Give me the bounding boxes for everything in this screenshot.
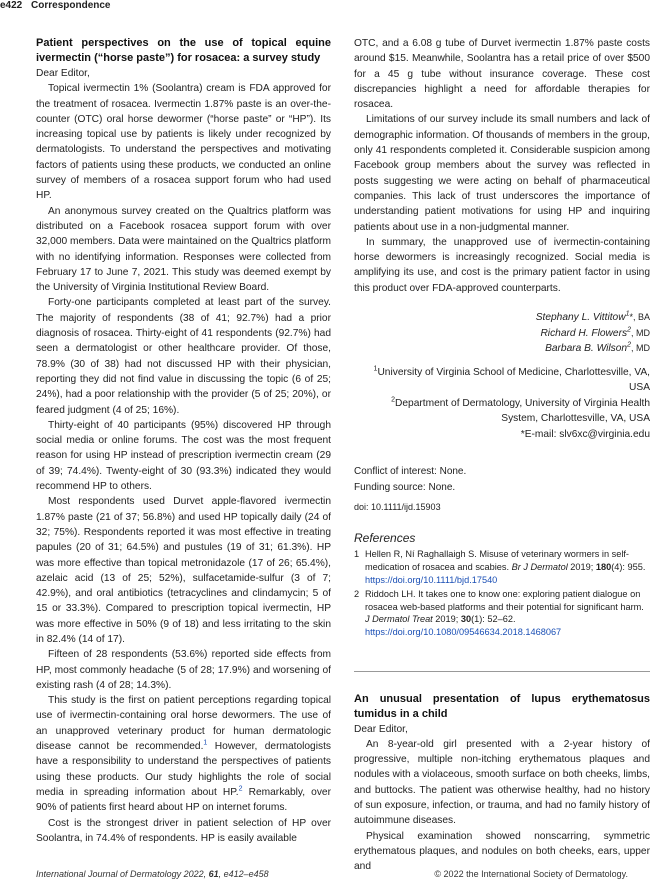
copyright-footer: © 2022 the International Society of Dermatology.	[434, 869, 628, 879]
running-head	[0, 0, 117, 11]
paragraph: An 8-year-old girl presented with a 2-year history of progressive, multiple non-itching erythematous plaques and nodules with a violaceous, smooth surface on both cheeks, limbs, and buttocks. The patient was otherwise healthy, had no history of sun exposure, infection, or trauma, and had no family history of autoimmune diseases.	[354, 738, 650, 827]
right-column	[354, 36, 650, 874]
reference-item: 2 Riddoch LH. It takes one to know one: exploring patient dialogue on rosacea web-based platforms and their potential for significant harm. J Dermatol Treat 2019; 30(1): 52–62. https://doi.org/10.1080/09546634.2018.1468067	[354, 589, 644, 637]
page-number: e422	[0, 0, 23, 11]
paragraph: Fifteen of 28 respondents (53.6%) reported side effects from HP, most commonly headache (5 of 28; 17.9%) and worsening of existing rash (4 of 28; 14.3%).	[36, 649, 331, 691]
paragraph: Cost is the strongest driver in patient selection of HP over Soolantra, in 74.4% of respondents. HP is easily available	[36, 817, 331, 844]
corresponding-email[interactable]: *E-mail: slv6xc@virginia.edu	[520, 428, 650, 440]
citation-link[interactable]: 2	[238, 785, 243, 793]
paragraph: Physical examination showed nonscarring, symmetric erythematous plaques, and nodules on both cheeks, ears, upper and	[354, 830, 650, 873]
affiliation: $^1$University of Virginia School of Medicine, Charlottesville, VA, USA	[373, 365, 650, 394]
funding-source: Funding source: None.	[354, 482, 456, 494]
paragraph: Most respondents used Durvet apple-flavored ivermectin 1.87% paste (21 of 37; 56.8%) and used HP topically daily (24 of 32; 75%). Respondents reported it was most effective in treating papules (20 of 31; 64.5%) and pustules (19 of 31; 61.3%). HP was more effective than topical metronidazole (17 of 26; 65.4%), azelaic acid (13 of 25; 52%), sulfacetamide-sulfur (3 of 7; 42.9%), and oral antibiotics (tetracyclines and clindamycin; 5 of 15 or 33.3%). Compared to prescription topical ivermectin, HP was more effective in 50% (9 of 18) and less irritating to the skin in 82.4% (14 of 17).	[36, 496, 331, 645]
reference-doi-link[interactable]: https://doi.org/10.1111/bjd.17540	[365, 574, 498, 585]
author: Richard H. Flowers$^2$, MD	[540, 326, 650, 339]
reference-doi-link[interactable]: https://doi.org/10.1080/09546634.2018.1468067	[365, 626, 562, 637]
references-heading: References	[354, 531, 416, 546]
reference-item: 1 Hellen R, Ní Raghallaigh S. Misuse of veterinary wormers in self-medication of rosacea and scabies. Br J Dermatol 2019; 180(4): 955. https://doi.org/10.1111/bjd.17540	[354, 549, 646, 585]
paragraph: An anonymous survey created on the Qualtrics platform was distributed on a Facebook rosacea support forum with over 32,000 members. Data were maintained on the Qualtrics platform with no identifying information. Responses were collected from February 17 to June 7, 2021. This study was deemed exempt by the University of Virginia Institutional Review Board.	[36, 205, 332, 294]
article-title: An unusual presentation of lupus erythematosus tumidus in a child	[354, 692, 650, 720]
article-divider	[354, 671, 650, 672]
salutation: Dear Editor,	[354, 723, 408, 735]
paragraph: Limitations of our survey include its small numbers and lack of demographic information. Of thousands of members in the group, only 41 respondents completed it. Considerable suspicion among Facebook group members about the survey was reflected in posts suggesting we were acting on behalf of pharmaceutical companies. This lack of trust underscores the importance of understanding patient motivations for using HP and inquiring patients about use in a non-judgmental manner.	[354, 114, 650, 233]
paragraph: Topical ivermectin 1% (Soolantra) cream is FDA approved for the treatment of rosacea. Ivermectin 1.87% paste is an over-the-counter (OTC) oral horse dewormer (“horse paste” or “HP”). Its increasing topical use by patients is likely under recognized by dermatologists. To understand the perspectives and motivating factors of patients using these products, we conducted an online survey of members of a rosacea support forum who had used HP.	[36, 83, 331, 202]
article-title: Patient perspectives on the use of topical equine ivermectin (“horse paste”) for rosacea: a survey study	[36, 37, 331, 64]
author: Stephany L. Vittitow$^1$*, BA	[535, 310, 650, 324]
conflict-of-interest: Conflict of interest: None.	[354, 466, 467, 478]
journal-footer: International Journal of Dermatology 2022, 61, e412–e458	[36, 869, 269, 879]
author: Barbara B. Wilson$^2$, MD	[545, 341, 650, 355]
affiliation: $^2$Department of Dermatology, University of Virginia Health System, Charlottesville, VA, USA	[391, 396, 650, 425]
doi: doi: 10.1111/ijd.15903	[354, 502, 441, 513]
author-list	[354, 310, 650, 357]
paragraph-with-citations: This study is the first on patient perceptions regarding topical use of ivermectin-containing oral horse dewormers. The use of an unapproved veterinary product for human dermatologic disease cannot be recommended.$^1$ However, dermatologists have a responsibility to understand the perspectives of patients using these products. Our study highlights the role of social media in spreading information about HP.$^2$ Remarkably, over 90% of patients first heard about HP on internet forums.	[36, 695, 331, 814]
paragraph: In summary, the unapproved use of ivermectin-containing horse dewormers is increasingly recognized. Social media is amplifying its use, and cost is the primary patient factor in using this product over FDA-approved counterparts.	[354, 236, 650, 294]
salutation: Dear Editor,	[36, 68, 90, 79]
second-article	[354, 692, 650, 875]
paragraph: Thirty-eight of 40 participants (95%) discovered HP through social media or online forums. The cost was the most frequent reason for using HP instead of prescription ivermectin cream (29 of 39; 74.4%). Twenty-eight of 30 (93.3%) indicated they would recommend HP to others.	[36, 419, 331, 493]
paragraph: Forty-one participants completed at least part of the survey. The majority of respondents (38 of 41; 92.7%) had a prior diagnosis of rosacea. Thirty-eight of 41 respondents (92.7%) had seen a dermatologist or other healthcare provider. Of those, 78.9% (30 of 38) had not discussed HP with their physician, reporting they did not find value in discussing the topic (6 of 25; 24%), had a poor relationship with the provider (5 of 25; 20%), or feared judgment (4 of 25; 16%).	[36, 297, 331, 416]
citation-link[interactable]: 1	[203, 739, 208, 747]
article-meta	[354, 464, 650, 515]
left-column	[36, 36, 331, 846]
paragraph: OTC, and a 6.08 g tube of Durvet ivermectin 1.87% paste costs around $15. Meanwhile, Soolantra has a retail price of over $500 for a 45 g tube without insurance coverage. These cost discrepancies highlight a need for affordable therapies for rosacea.	[354, 38, 650, 111]
affiliations	[354, 365, 650, 443]
section-name: Correspondence	[31, 0, 111, 11]
